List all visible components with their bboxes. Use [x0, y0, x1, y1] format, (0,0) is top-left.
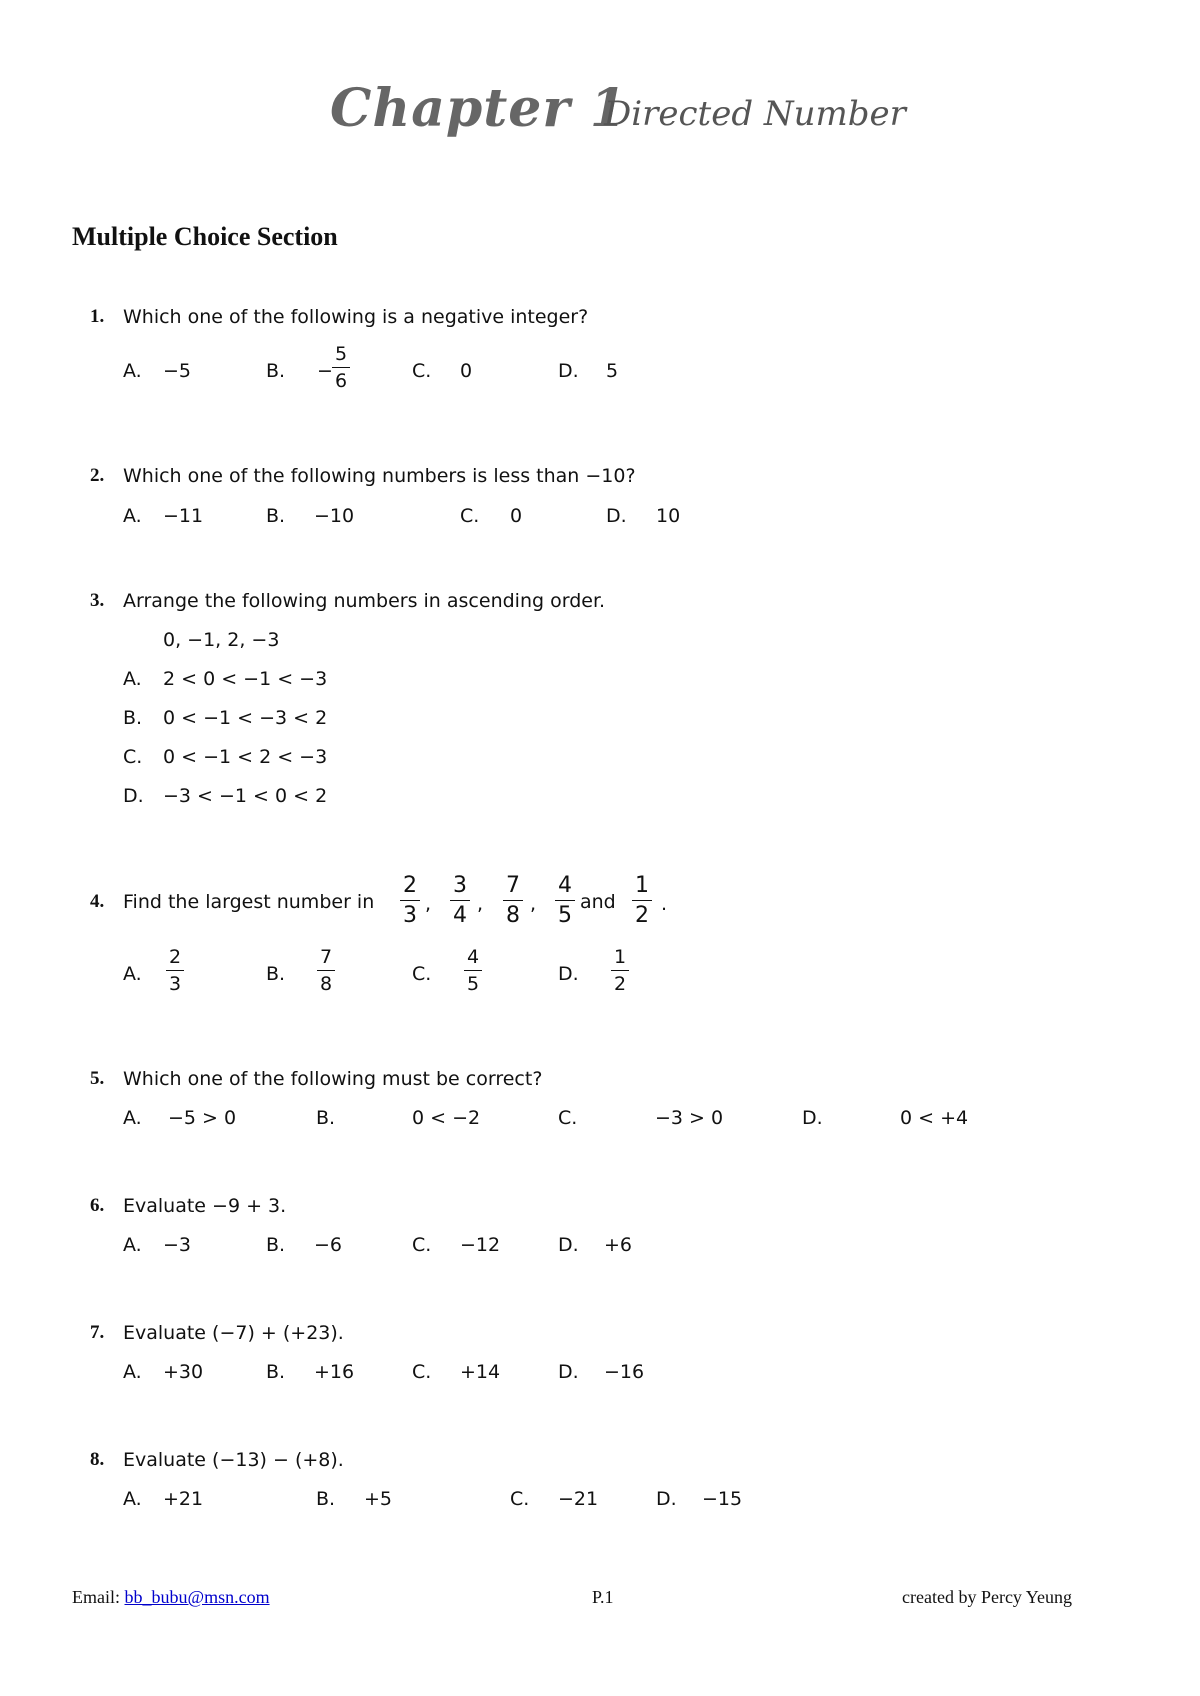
option-value: −6 — [314, 1234, 343, 1256]
question-fraction — [400, 875, 420, 927]
email-label: Email: — [72, 1587, 120, 1607]
option-label: C. — [460, 505, 480, 527]
option-value: +21 — [163, 1488, 204, 1510]
fraction-numerator: 7 — [503, 875, 523, 901]
question-fraction — [503, 875, 523, 927]
question-number: 6. — [90, 1195, 105, 1216]
option-fraction — [611, 948, 629, 994]
option-value: 0 — [510, 505, 523, 527]
option-label: B. — [266, 360, 286, 382]
option-label: A. — [123, 360, 142, 382]
option-value: −12 — [460, 1234, 501, 1256]
fraction-numerator: 5 — [332, 345, 350, 368]
option-label: B. — [266, 505, 286, 527]
question-text: Arrange the following numbers in ascending order. — [123, 590, 606, 612]
chapter-subtitle: Directed Number — [604, 94, 906, 134]
option-label: D. — [558, 1234, 579, 1256]
option-label: D. — [558, 1361, 579, 1383]
fraction-denominator: 8 — [506, 903, 520, 928]
question-text: Which one of the following is a negative integer? — [123, 306, 589, 328]
option-value: +5 — [364, 1488, 393, 1510]
option-value: 0 < −1 < 2 < −3 — [163, 746, 328, 768]
footer-credit: created by Percy Yeung — [902, 1587, 1072, 1607]
option-value: +30 — [163, 1361, 204, 1383]
fraction-denominator: 5 — [467, 973, 480, 995]
option-value: −3 < −1 < 0 < 2 — [163, 785, 328, 807]
option-value: 0 < −2 — [412, 1107, 481, 1129]
option-label: A. — [123, 963, 142, 985]
question-number: 7. — [90, 1322, 105, 1343]
fraction-numerator: 2 — [166, 948, 184, 971]
option-label: C. — [412, 360, 432, 382]
question-text: Which one of the following must be correct? — [123, 1068, 543, 1090]
option-value: −11 — [163, 505, 204, 527]
option-label: C. — [123, 746, 143, 768]
question-number: 1. — [90, 306, 105, 327]
option-label: C. — [558, 1107, 578, 1129]
fraction-numerator: 3 — [450, 875, 470, 901]
option-value: −16 — [604, 1361, 645, 1383]
option-label: D. — [606, 505, 627, 527]
option-label: C. — [412, 963, 432, 985]
option-value: +14 — [460, 1361, 501, 1383]
fraction-denominator: 5 — [558, 903, 572, 928]
question-number: 3. — [90, 590, 105, 611]
option-label: A. — [123, 1488, 142, 1510]
option-value: 10 — [656, 505, 681, 527]
option-label: A. — [123, 668, 142, 690]
option-value: −3 — [163, 1234, 192, 1256]
option-value: 0 < +4 — [900, 1107, 969, 1129]
option-fraction — [464, 948, 482, 994]
option-label: B. — [316, 1488, 336, 1510]
option-fraction — [166, 948, 184, 994]
fraction-denominator: 4 — [453, 903, 467, 928]
fraction-numerator: 7 — [317, 948, 335, 971]
question-number: 4. — [90, 891, 105, 912]
section-title: Multiple Choice Section — [72, 222, 338, 251]
fraction-denominator: 3 — [169, 973, 182, 995]
given-numbers: 0, −1, 2, −3 — [163, 629, 280, 651]
question-fraction — [450, 875, 470, 927]
option-label: C. — [510, 1488, 530, 1510]
fraction-denominator: 6 — [335, 370, 348, 392]
fraction-denominator: 3 — [403, 903, 417, 928]
option-label: D. — [558, 963, 579, 985]
option-label: B. — [123, 707, 143, 729]
option-value: +16 — [314, 1361, 355, 1383]
fraction-numerator: 4 — [555, 875, 575, 901]
option-value: 2 < 0 < −1 < −3 — [163, 668, 328, 690]
option-value: −15 — [702, 1488, 743, 1510]
separator: and — [580, 891, 616, 913]
option-value: 5 — [606, 360, 619, 382]
question-text: Find the largest number in — [123, 891, 375, 913]
fraction-numerator: 1 — [632, 875, 652, 901]
option-label: B. — [266, 1361, 286, 1383]
fraction-numerator: 1 — [611, 948, 629, 971]
separator: , — [477, 893, 484, 915]
option-value: +6 — [604, 1234, 633, 1256]
question-number: 5. — [90, 1068, 105, 1089]
option-value: −5 > 0 — [168, 1107, 237, 1129]
option-value: 0 < −1 < −3 < 2 — [163, 707, 328, 729]
fraction-numerator: 4 — [464, 948, 482, 971]
question-fraction — [632, 875, 652, 927]
separator: , — [530, 893, 537, 915]
option-label: C. — [412, 1234, 432, 1256]
page-number: P.1 — [592, 1587, 614, 1607]
option-label: D. — [123, 785, 144, 807]
option-label: A. — [123, 1234, 142, 1256]
question-text: Evaluate −9 + 3. — [123, 1195, 287, 1217]
option-value: 0 — [460, 360, 473, 382]
question-text: Which one of the following numbers is less than −10? — [123, 465, 636, 487]
separator: , — [425, 893, 432, 915]
question-text: Evaluate (−13) − (+8). — [123, 1449, 344, 1471]
email-link[interactable]: bb_bubu@msn.com — [124, 1587, 270, 1607]
option-label: B. — [316, 1107, 336, 1129]
option-value: −5 — [163, 360, 192, 382]
fraction-numerator: 2 — [400, 875, 420, 901]
option-value: −21 — [558, 1488, 599, 1510]
option-value: −3 > 0 — [655, 1107, 724, 1129]
question-fraction — [555, 875, 575, 927]
footer-email — [72, 1587, 270, 1608]
option-label: D. — [656, 1488, 677, 1510]
option-label: A. — [123, 1107, 142, 1129]
option-fraction — [317, 948, 335, 994]
fraction-denominator: 2 — [614, 973, 627, 995]
separator: . — [661, 893, 668, 915]
fraction-denominator: 2 — [635, 903, 649, 928]
option-label: D. — [558, 360, 579, 382]
option-label: A. — [123, 505, 142, 527]
question-number: 8. — [90, 1449, 105, 1470]
option-label: D. — [802, 1107, 823, 1129]
option-label: B. — [266, 1234, 286, 1256]
fraction-denominator: 8 — [320, 973, 333, 995]
option-sign: − — [317, 360, 333, 382]
question-text: Evaluate (−7) + (+23). — [123, 1322, 344, 1344]
question-number: 2. — [90, 465, 105, 486]
option-label: A. — [123, 1361, 142, 1383]
option-fraction — [332, 345, 350, 391]
option-label: B. — [266, 963, 286, 985]
option-label: C. — [412, 1361, 432, 1383]
option-value: −10 — [314, 505, 355, 527]
chapter-title: Chapter 1 — [330, 78, 628, 139]
